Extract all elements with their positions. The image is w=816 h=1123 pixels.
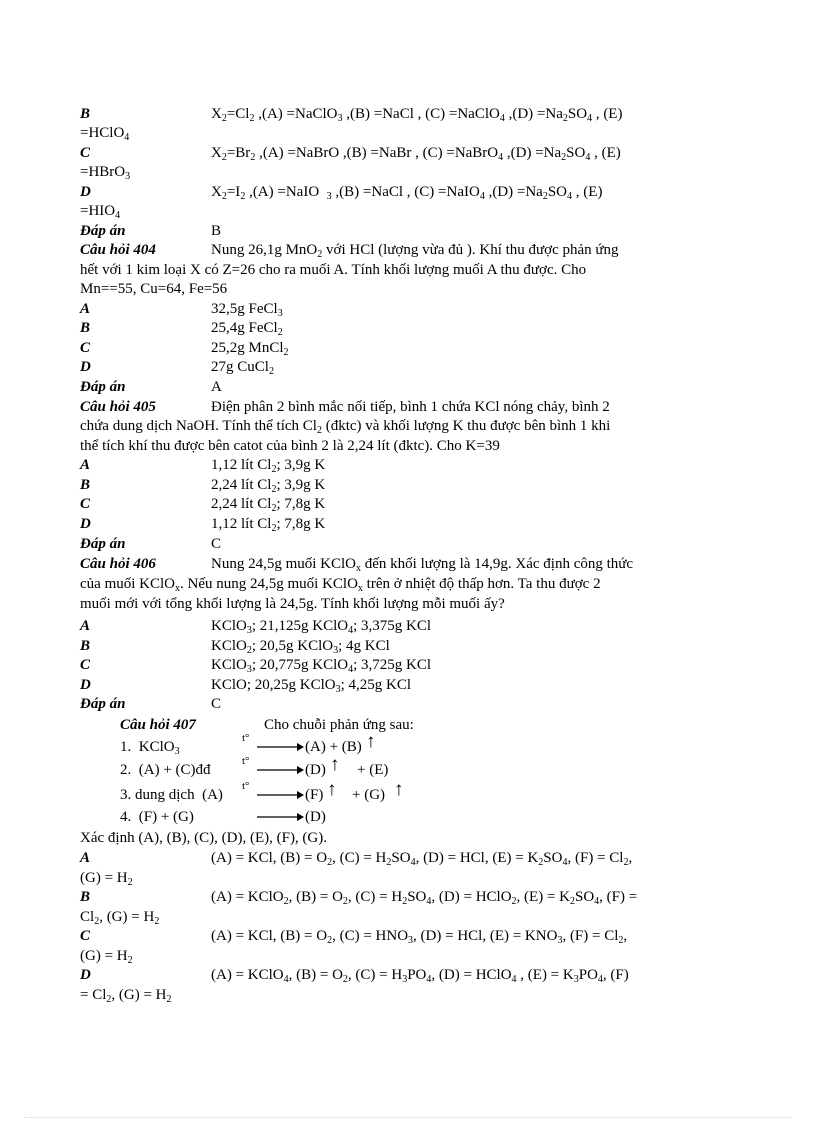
answer-label: Đáp án [80, 223, 126, 239]
option-label: B [80, 106, 91, 122]
answer-value: B [211, 223, 222, 239]
option-label: C [80, 496, 91, 512]
reaction-extra: + (G) [352, 787, 386, 803]
option-text-cont: =HClO$_4$ [80, 125, 130, 143]
option-text: (A) = KClO$_4$, $(B) = O_2$, $(C) = H_3PO_4$, (D) = HClO$_4$ , $(E) = K_3PO_4$, (F) [211, 967, 629, 985]
option-text-cont: $(G) = H_2$ [80, 948, 133, 966]
option-text: 2,24 lít $Cl_2$; 3,9g K [211, 477, 326, 495]
option-text: 27g CuCl$_2$ [211, 359, 274, 377]
reaction-right: (D) [305, 762, 326, 778]
option-label: D [80, 184, 91, 200]
reaction-left: 3. dung dịch (A) [120, 787, 223, 803]
option-label: C [80, 657, 91, 673]
option-label: D [80, 677, 91, 693]
question-text-cont: hết với 1 kim loại X có Z=26 cho ra muối A. Tính khối lượng muối A thu được. Cho [80, 262, 587, 278]
question-text: Điện phân 2 bình mắc nối tiếp, bình 1 chứa KCl nóng chảy, bình 2 [211, 399, 610, 415]
option-label: D [80, 359, 91, 375]
option-text-cont: = $Cl_2$, $(G) = H_2$ [80, 987, 172, 1005]
option-text: 2,24 lít $Cl_2$; 7,8g K [211, 496, 326, 514]
option-text-cont: $(G) = H_2$ [80, 870, 133, 888]
temperature-condition: t° [242, 780, 250, 792]
option-label: B [80, 320, 91, 336]
option-text: (A) = KCl, $(B) = O_2$, $(C) = HNO_3$, (D) = HCl, $(E) = KNO_3$, $(F) = Cl_2$, [211, 928, 628, 946]
page-bottom-divider [24, 1117, 792, 1118]
reaction-arrow-icon [257, 812, 305, 822]
option-label: C [80, 928, 91, 944]
answer-label: Đáp án [80, 696, 126, 712]
reaction-arrow-icon [257, 742, 305, 752]
option-text: KClO$_3$; 21,125g KClO$_4$; 3,375g KCl [211, 618, 432, 636]
question-label: Câu hỏi 406 [80, 556, 156, 572]
question-text: Cho chuỗi phản ứng sau: [264, 717, 414, 733]
option-label: A [80, 457, 91, 473]
option-text: 25,2g MnCl$_2$ [211, 340, 289, 358]
temperature-condition: t° [242, 732, 250, 744]
question-text-cont: của muối KClO$_x$. Nếu nung 24,5g muối KClO$_x$ trên ở nhiệt độ thấp hơn. Ta thu được 2 [80, 576, 601, 594]
option-text-cont: =HBrO$_3$ [80, 164, 131, 182]
option-label: A [80, 301, 91, 317]
question-label: Câu hỏi 407 [120, 717, 196, 733]
question-text-cont: thể tích khí thu được bên catot của bình 2 là 2,24 lít (đktc). Cho K=39 [80, 438, 500, 454]
question-text: Nung 24,5g muối KClO$_x$ đến khối lượng là 14,9g. Xác định công thức [211, 556, 634, 574]
option-text: (A) = KClO$_2$, $(B) = O_2$, $(C) = H_2SO_4$, (D) = HClO$_2$, $(E) = K_2SO_4$, (F) = [211, 889, 638, 907]
reaction-right: (F) [305, 787, 324, 803]
gas-up-icon: ↑ [366, 731, 376, 752]
option-label: D [80, 516, 91, 532]
gas-up-icon: ↑ [327, 779, 337, 800]
gas-up-icon: ↑ [330, 754, 340, 775]
question-prompt: Xác định (A), (B), (C), (D), (E), (F), (G). [80, 830, 328, 846]
option-label: B [80, 638, 91, 654]
option-text: 32,5g FeCl$_3$ [211, 301, 283, 319]
option-text-cont: $=HIO_4$ [80, 203, 121, 221]
reaction-left: 4. (F) + (G) [120, 809, 194, 825]
option-label: D [80, 967, 91, 983]
option-text: 1,12 lít $Cl_2$; 7,8g K [211, 516, 326, 534]
option-text: (A) = KCl, $(B) = O_2$, $(C) = H_2SO_4$, (D) = HCl, $(E) = K_2SO_4$, $(F) = Cl_2$, [211, 850, 633, 868]
reaction-right: (A) + (B) [305, 739, 362, 755]
option-label: C [80, 145, 91, 161]
reaction-extra: + (E) [357, 762, 389, 778]
reaction-arrow-icon [257, 790, 305, 800]
option-text: $X_2=Cl_2$ ,(A) =NaClO$_3$ ,(B) =NaCl , (C) =NaClO$_4$ $,(D) =Na_2SO_4$ , (E) [211, 106, 623, 124]
option-text: KClO$_2$; 20,5g KClO$_3$; 4g KCl [211, 638, 390, 656]
gas-up-icon: ↑ [394, 779, 404, 800]
option-label: C [80, 340, 91, 356]
reaction-left: 1. KClO$_3$ [120, 739, 180, 757]
option-label: A [80, 850, 91, 866]
answer-value: C [211, 536, 222, 552]
option-text: 1,12 lít $Cl_2$; 3,9g K [211, 457, 326, 475]
question-label: Câu hỏi 404 [80, 242, 156, 258]
reaction-right: (D) [305, 809, 326, 825]
option-text: KClO$_3$; 20,775g KClO$_4$; 3,725g KCl [211, 657, 432, 675]
option-text: KClO; 20,25g KClO$_3$; 4,25g KCl [211, 677, 412, 695]
answer-label: Đáp án [80, 536, 126, 552]
option-label: A [80, 618, 91, 634]
option-label: B [80, 889, 91, 905]
question-text-cont: chứa dung dịch NaOH. Tính thể tích $Cl_2$ (đktc) và khối lượng K thu được bên bình 1 khi [80, 418, 611, 436]
option-text: $X_2=Br_2$ ,(A) =NaBrO ,(B) =NaBr , (C) =NaBrO$_4$ $,(D) =Na_2SO_4$ , (E) [211, 145, 621, 163]
answer-value: A [211, 379, 222, 395]
question-label: Câu hỏi 405 [80, 399, 156, 415]
option-label: B [80, 477, 91, 493]
answer-label: Đáp án [80, 379, 126, 395]
question-text-cont: Mn==55, Cu=64, Fe=56 [80, 281, 228, 297]
option-text: $X_2=I_2$ ,(A) =NaIO $_3$ ,(B) =NaCl , (C) =NaIO$_4$ $,(D) =Na_2SO_4$ , (E) [211, 184, 603, 202]
temperature-condition: t° [242, 755, 250, 767]
reaction-arrow-icon [257, 765, 305, 775]
reaction-left: 2. (A) + (C)đđ [120, 762, 211, 778]
option-text: 25,4g FeCl$_2$ [211, 320, 283, 338]
answer-value: C [211, 696, 222, 712]
question-text: Nung 26,1g MnO$_2$ với HCl (lượng vừa đủ ). Khí thu được phản ứng [211, 242, 619, 260]
question-text-cont: muối mới với tổng khối lượng là 24,5g. Tính khối lượng mỗi muối ấy? [80, 596, 505, 612]
option-text-cont: $Cl_2$, $(G) = H_2$ [80, 909, 160, 927]
